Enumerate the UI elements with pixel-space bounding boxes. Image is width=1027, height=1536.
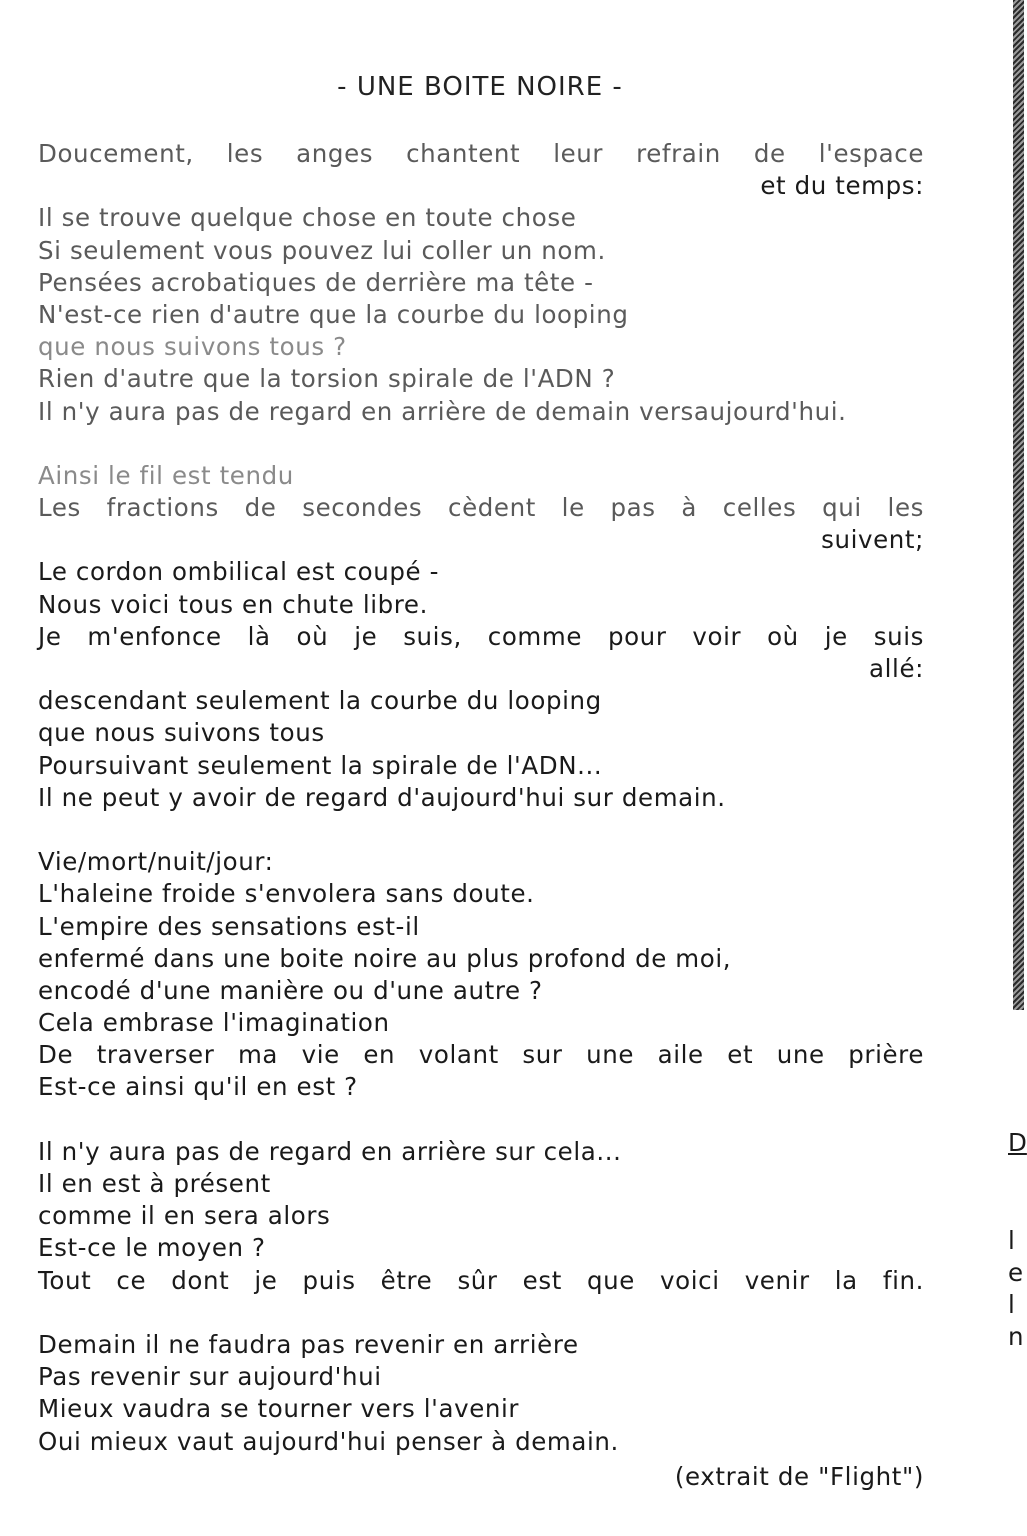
- adjacent-page-text-fragment: l: [1008, 1290, 1015, 1319]
- poem-line: Si seulement vous pouvez lui coller un nom.: [38, 235, 606, 265]
- poem-line: Les fractions de secondes cèdent le pas à celles qui les: [38, 493, 924, 523]
- poem-line: De traverser ma vie en volant sur une aile et une prière: [38, 1040, 924, 1070]
- poem-line: encodé d'une manière ou d'une autre ?: [38, 975, 543, 1005]
- poem-line: Doucement, les anges chantent leur refrain de l'espace: [38, 139, 924, 168]
- poem-line: Oui mieux vaut aujourd'hui penser à demain.: [38, 1426, 619, 1456]
- poem-line: Vie/mort/nuit/jour:: [38, 847, 274, 877]
- poem-line: et du temps:: [760, 171, 924, 201]
- poem-line: Il n'y aura pas de regard en arrière de demain versaujourd'hui.: [38, 396, 847, 426]
- stanza-gap: [38, 814, 924, 846]
- adjacent-page-heading-fragment: D: [1008, 1128, 1027, 1157]
- poem-line: descendant seulement la courbe du looping: [38, 686, 602, 716]
- stanza-gap: [38, 1297, 924, 1329]
- adjacent-page-text-fragment: n: [1008, 1322, 1024, 1351]
- poem-line: suivent;: [821, 525, 924, 555]
- poem-line: Il n'y aura pas de regard en arrière sur cela...: [38, 1136, 622, 1166]
- poem-line: N'est-ce rien d'autre que la courbe du looping: [38, 299, 629, 329]
- poem-line: que nous suivons tous: [38, 718, 325, 748]
- poem-credit: (extrait de "Flight"): [674, 1462, 924, 1491]
- poem-line: Cela embrase l'imagination: [38, 1008, 390, 1038]
- poem-line: Est-ce le moyen ?: [38, 1233, 266, 1263]
- poem-line: Poursuivant seulement la spirale de l'ADN...: [38, 750, 603, 780]
- stanza-gap: [38, 428, 924, 460]
- poem-line: L'empire des sensations est-il: [38, 911, 420, 941]
- poem-line: Pensées acrobatiques de derrière ma tête -: [38, 267, 594, 297]
- poem-line: comme il en sera alors: [38, 1201, 331, 1231]
- poem-line: enfermé dans une boite noire au plus profond de moi,: [38, 943, 732, 973]
- poem-line: que nous suivons tous ?: [38, 332, 347, 362]
- poem-line: Est-ce ainsi qu'il en est ?: [38, 1072, 358, 1102]
- adjacent-page-edge: [1013, 0, 1024, 1010]
- poem-line: Nous voici tous en chute libre.: [38, 589, 428, 619]
- poem-line: L'haleine froide s'envolera sans doute.: [38, 879, 535, 909]
- poem-line: allé:: [869, 654, 924, 683]
- poem-line: Il en est à présent: [38, 1169, 271, 1198]
- adjacent-page-text-fragment: e: [1008, 1258, 1024, 1287]
- poem-line: Il ne peut y avoir de regard d'aujourd'hui sur demain.: [38, 782, 726, 812]
- poem-line: Je m'enfonce là où je suis, comme pour voir où je suis: [38, 621, 924, 651]
- poem-line: Demain il ne faudra pas revenir en arrière: [38, 1329, 579, 1359]
- poem-line: Le cordon ombilical est coupé -: [38, 557, 440, 587]
- poem-line: Ainsi le fil est tendu: [38, 460, 294, 490]
- stanza-gap: [38, 1104, 924, 1136]
- adjacent-page-text-fragment: l: [1008, 1226, 1015, 1255]
- poem-line: Rien d'autre que la torsion spirale de l'ADN ?: [38, 364, 616, 394]
- poem-line: Il se trouve quelque chose en toute chose: [38, 203, 577, 233]
- poem-title: - UNE BOITE NOIRE -: [337, 72, 623, 102]
- poem-line: Pas revenir sur aujourd'hui: [38, 1362, 382, 1392]
- poem-line: Tout ce dont je puis être sûr est que voici venir la fin.: [38, 1265, 924, 1295]
- poem-line: Mieux vaudra se tourner vers l'avenir: [38, 1394, 520, 1424]
- poem-body: [38, 138, 924, 1458]
